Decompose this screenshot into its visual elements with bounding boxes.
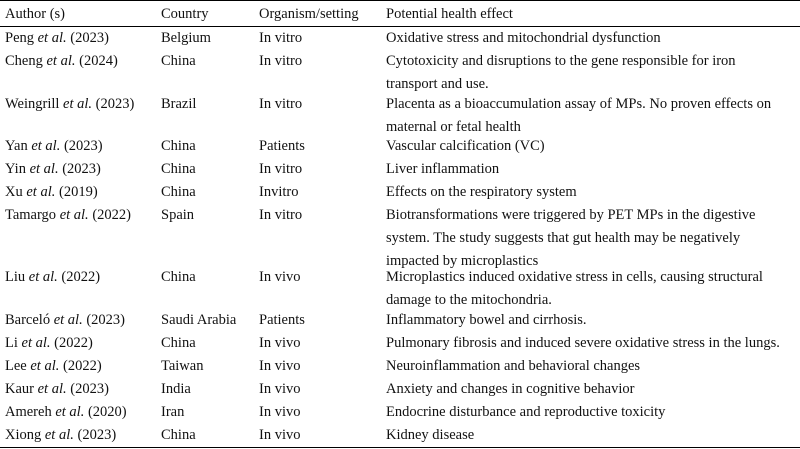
effect-line: Vascular calcification (VC)	[386, 138, 545, 154]
author-name: Cheng	[5, 53, 43, 69]
setting-cell: In vivo	[259, 381, 301, 397]
header-setting: Organism/setting	[259, 6, 359, 22]
author-cell	[5, 27, 109, 50]
author-cell	[5, 378, 109, 401]
et-al: et al.	[31, 138, 61, 154]
effect-line: Oxidative stress and mitochondrial dysfunction	[386, 30, 661, 46]
effect-line: Anxiety and changes in cognitive behavior	[386, 381, 635, 397]
effect-cell	[386, 309, 800, 332]
author-year: (2023)	[86, 312, 126, 328]
author-name: Tamargo	[5, 207, 57, 223]
et-al: et al.	[26, 184, 56, 200]
country-cell: China	[161, 138, 196, 154]
effect-line: Liver inflammation	[386, 161, 500, 177]
author-cell	[5, 50, 118, 73]
setting-cell: In vitro	[259, 96, 303, 112]
country-cell: Belgium	[161, 30, 211, 46]
author-year: (2019)	[58, 184, 98, 200]
country-cell: China	[161, 269, 196, 285]
country-cell: China	[161, 53, 196, 69]
author-year: (2024)	[79, 53, 118, 69]
author-year: (2023)	[63, 138, 103, 154]
effect-cell	[386, 93, 800, 139]
effect-line: system. The study suggests that gut health may be negatively	[386, 230, 741, 246]
author-year: (2023)	[70, 381, 109, 397]
author-name: Kaur	[5, 381, 34, 397]
author-name: Amereh	[5, 404, 52, 420]
et-al: et al.	[63, 96, 93, 112]
header-author: Author (s)	[5, 6, 66, 22]
setting-cell: In vivo	[259, 404, 301, 420]
author-name: Liu	[5, 269, 26, 285]
author-cell	[5, 424, 116, 447]
country-cell: Spain	[161, 207, 195, 223]
setting-cell: In vitro	[259, 30, 303, 46]
setting-cell: In vitro	[259, 207, 303, 223]
effect-cell	[386, 135, 800, 158]
country-cell: Brazil	[161, 96, 197, 112]
country-cell: Taiwan	[161, 358, 204, 374]
effect-line: Placenta as a bioaccumulation assay of MPs. No proven effects on	[386, 96, 772, 112]
author-cell	[5, 181, 98, 204]
author-year: (2020)	[87, 404, 127, 420]
author-name: Peng	[5, 30, 34, 46]
et-al: et al.	[44, 427, 74, 443]
setting-cell: In vitro	[259, 161, 303, 177]
header-effect: Potential health effect	[386, 6, 513, 22]
et-al: et al.	[59, 207, 89, 223]
effect-line: Neuroinflammation and behavioral changes	[386, 358, 641, 374]
effect-cell	[386, 401, 800, 424]
author-name: Xu	[5, 184, 23, 200]
effect-cell	[386, 266, 800, 312]
author-cell	[5, 93, 134, 116]
effect-cell	[386, 204, 800, 273]
et-al: et al.	[37, 30, 67, 46]
author-year: (2023)	[70, 30, 109, 46]
author-year: (2022)	[61, 269, 101, 285]
et-al: et al.	[53, 312, 83, 328]
effect-cell	[386, 424, 800, 447]
setting-cell: Patients	[259, 312, 305, 328]
author-cell	[5, 332, 93, 355]
effect-cell	[386, 181, 800, 204]
effect-line: Cytotoxicity and disruptions to the gene responsible for iron	[386, 53, 736, 69]
effect-line: Inflammatory bowel and cirrhosis.	[386, 312, 587, 328]
setting-cell: Invitro	[259, 184, 299, 200]
author-year: (2023)	[95, 96, 135, 112]
effect-line: Effects on the respiratory system	[386, 184, 577, 200]
setting-cell: Patients	[259, 138, 305, 154]
setting-cell: In vivo	[259, 427, 301, 443]
author-name: Barceló	[5, 312, 51, 328]
effect-line: Endocrine disturbance and reproductive toxicity	[386, 404, 666, 420]
effect-cell	[386, 158, 800, 181]
author-name: Yan	[5, 138, 28, 154]
header-country: Country	[161, 6, 209, 22]
effect-line: maternal or fetal health	[386, 119, 521, 135]
setting-cell: In vitro	[259, 53, 303, 69]
et-al: et al.	[30, 358, 60, 374]
author-name: Weingrill	[5, 96, 60, 112]
country-cell: Iran	[161, 404, 185, 420]
country-cell: Saudi Arabia	[161, 312, 237, 328]
effect-line: transport and use.	[386, 76, 489, 92]
et-al: et al.	[29, 161, 59, 177]
country-cell: China	[161, 184, 196, 200]
effect-line: Biotransformations were triggered by PET MPs in the digestive	[386, 207, 756, 223]
country-cell: China	[161, 427, 196, 443]
et-al: et al.	[21, 335, 51, 351]
author-year: (2023)	[62, 161, 101, 177]
effect-line: damage to the mitochondria.	[386, 292, 552, 308]
et-al: et al.	[46, 53, 76, 69]
country-cell: China	[161, 335, 196, 351]
effect-line: Microplastics induced oxidative stress in cells, causing structural	[386, 269, 763, 285]
effect-line: Pulmonary fibrosis and induced severe oxidative stress in the lungs.	[386, 335, 780, 351]
author-year: (2022)	[62, 358, 102, 374]
author-cell	[5, 355, 102, 378]
country-cell: China	[161, 161, 196, 177]
author-year: (2023)	[77, 427, 117, 443]
setting-cell: In vivo	[259, 358, 301, 374]
effect-cell	[386, 378, 800, 401]
et-al: et al.	[37, 381, 67, 397]
author-cell	[5, 266, 100, 289]
effect-cell	[386, 27, 800, 50]
et-al: et al.	[28, 269, 58, 285]
author-cell	[5, 309, 125, 332]
effect-cell	[386, 50, 800, 96]
setting-cell: In vivo	[259, 269, 301, 285]
author-cell	[5, 158, 101, 181]
table-header-row	[0, 1, 800, 26]
author-name: Li	[5, 335, 18, 351]
effect-line: impacted by microplastics	[386, 253, 539, 269]
author-cell	[5, 204, 131, 227]
table-bottom-rule	[0, 447, 800, 448]
effect-line: Kidney disease	[386, 427, 475, 443]
author-cell	[5, 135, 103, 158]
et-al: et al.	[55, 404, 85, 420]
author-name: Xiong	[5, 427, 42, 443]
effect-cell	[386, 355, 800, 378]
author-name: Lee	[5, 358, 27, 374]
author-year: (2022)	[54, 335, 93, 351]
country-cell: India	[161, 381, 191, 397]
author-year: (2022)	[92, 207, 131, 223]
setting-cell: In vivo	[259, 335, 301, 351]
effect-cell	[386, 332, 800, 355]
author-name: Yin	[5, 161, 26, 177]
author-cell	[5, 401, 127, 424]
